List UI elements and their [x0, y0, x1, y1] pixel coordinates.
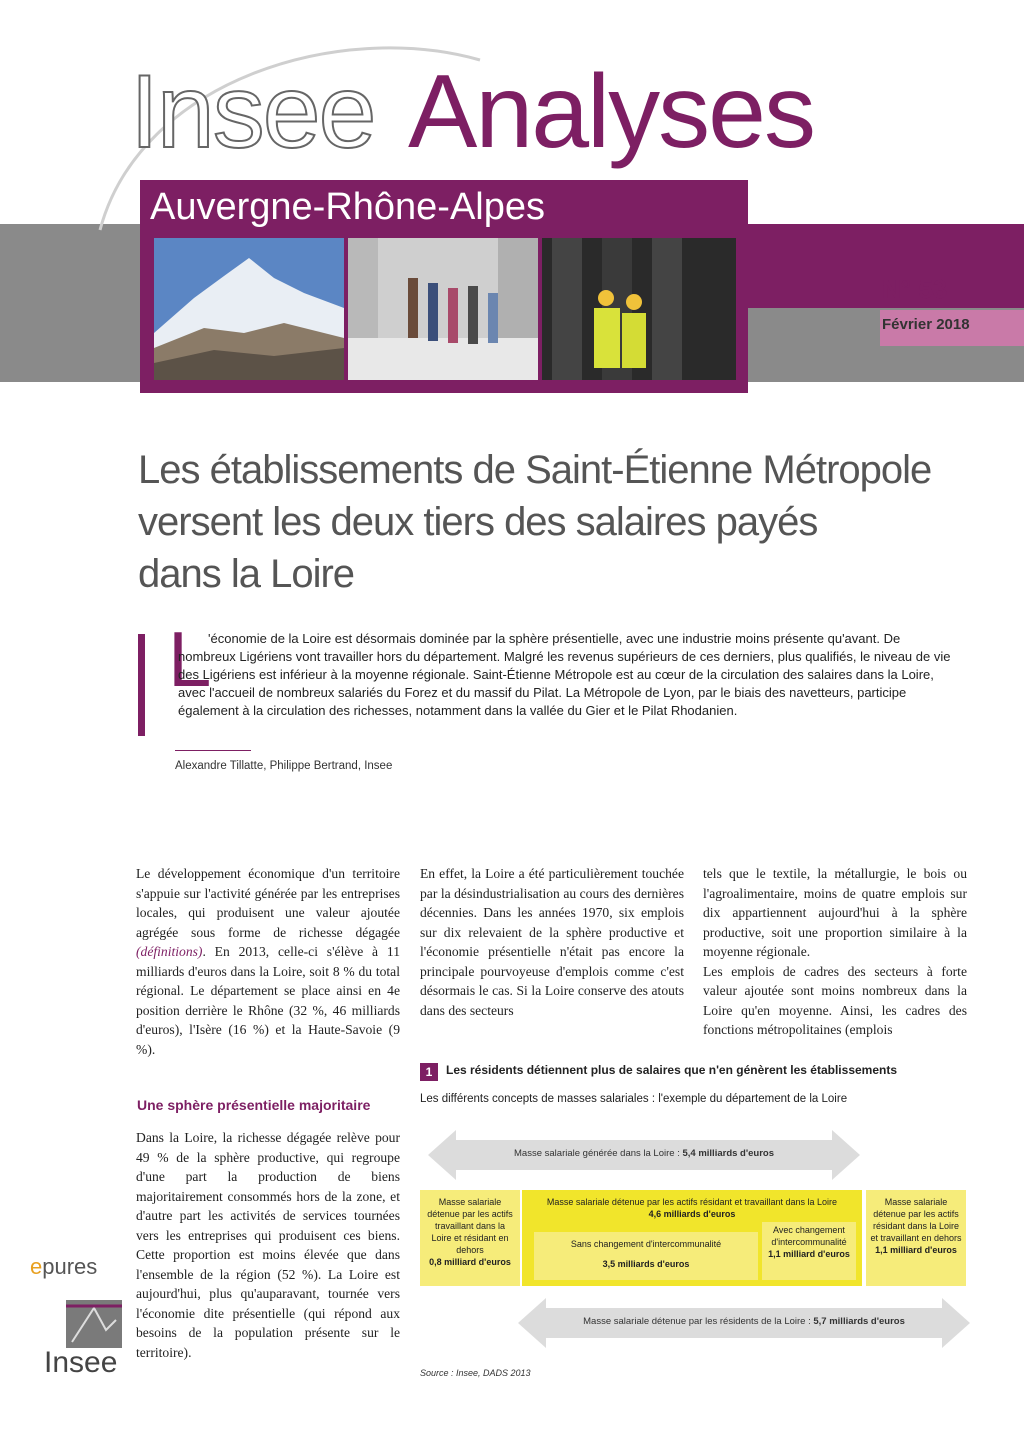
box-actifs-residents: Masse salariale détenue par les actifs résidant et travaillant dans la Loire 4,6 milliards d'euros: [522, 1190, 862, 1286]
col3-text-b: Les emplois de cadres des secteurs à forte valeur ajoutée sont moins nombreux dans la Loire qu'en moyenne. Ainsi, les cadres des fonctions métropolitaines (emplois: [703, 963, 967, 1037]
brand-insee: Insee: [130, 54, 375, 170]
title-line: versent les deux tiers des salaires payés: [138, 500, 818, 544]
figure-title: Les résidents détiennent plus de salaires que n'en génèrent les établissements: [446, 1063, 898, 1077]
box-sans-changement: Sans changement d'intercommunalité 3,5 milliards d'euros: [534, 1232, 758, 1280]
figure-number: 1: [420, 1063, 438, 1081]
arrow-generated-label: Masse salariale générée dans la Loire : 5,4 milliards d'euros: [514, 1148, 774, 1159]
epures-logo: epures: [30, 1254, 98, 1279]
figure-source: Source : Insee, DADS 2013: [420, 1368, 531, 1378]
column-2: [420, 864, 684, 1020]
title-line: Les établissements de Saint-Étienne Métropole: [138, 448, 932, 492]
column-3: [703, 864, 967, 1040]
definitions-link[interactable]: (définitions): [136, 944, 203, 959]
insee-logo: Insee: [44, 1346, 118, 1379]
box-residents-travaillant-dehors: Masse salariale détenue par les actifs résidant dans la Loire et travaillant en dehors 1,1 milliard d'euros: [866, 1190, 966, 1286]
col1-text-c: Dans la Loire, la richesse dégagée relève pour 49 % de la sphère productive, qui regroupe d'une part la production de biens majoritairement consommés hors de la zone, et d'autre part les activités de services tournées vers les entreprises qui produisent ces biens. Cette proportion est moins élevée que dans l'ensemble de la région (52 %). La Loire est aujourd'hui, plus qu'auparavant, tournée vers l'économie dite présentielle (qui répond aux besoins de la population présente sur le territoire).: [136, 1130, 400, 1360]
col3-text-a: tels que le textile, la métallurgie, le bois ou l'agroalimentaire, moins de quatre emplois sur dix appartiennent aujourd'hui à la sphère productive, soit une proportion similaire à la moyenne régionale.: [703, 866, 967, 959]
page-title: [138, 444, 978, 600]
arrow-detenue-label: Masse salariale détenue par les résidents de la Loire : 5,7 milliards d'euros: [583, 1316, 905, 1327]
issue-number: N° 53: [882, 274, 948, 304]
box-avec-changement: Avec changement d'intercommunalité 1,1 milliard d'euros: [762, 1222, 856, 1280]
column-1-section: [136, 1128, 400, 1362]
col2-text: En effet, la Loire a été particulièrement touchée par la désindustrialisation au cours des dernières décennies. Dans les années 1970, six emplois sur dix relevaient de la sphère productive et l'économie présentielle n'était pas encore la principale pourvoyeuse d'emplois comme c'est désormais le cas. Si la Loire conserve des atouts dans des secteurs: [420, 866, 684, 1018]
abstract-bar: [138, 634, 145, 736]
region-name: Auvergne-Rhône-Alpes: [150, 186, 546, 228]
col1-text-b: . En 2013, celle-ci s'élève à 11 milliards d'euros dans la Loire, soit 8 % du total régional. Le département se place ainsi en 4e position derrière le Rhône (32 %, 46 milliards d'euros), l'Isère (16 %) et la Haute-Savoie (9 %).: [136, 944, 400, 1057]
abstract-drop-cap: L: [168, 615, 212, 703]
col1-text-a: Le développement économique d'un territoire s'appuie sur l'activité générée par les entreprises locales, qui produisent une valeur ajoutée agrégée sous forme de richesse dégagée: [136, 866, 400, 940]
figure-subtitle: Les différents concepts de masses salariales : l'exemple du département de la Loire: [420, 1093, 848, 1105]
column-1-intro: [136, 864, 400, 1059]
section-subheading: Une sphère présentielle majoritaire: [137, 1097, 371, 1113]
abstract-text: 'économie de la Loire est désormais dominée par la sphère présentielle, avec une industrie moins présente qu'avant. De nombreux Ligériens vont travailler hors du département. Malgré les revenus supérieurs de ces derniers, plus qualifiés, le niveau de vie des Ligériens est inférieur à la moyenne régionale. Saint-Étienne Métropole est au cœur de la circulation des salaires dans la Loire, avec l'accueil de nombreux salariés du Forez et du massif du Pilat. La Métropole de Lyon, par le biais des navetteurs, participe également à la circulation des richesses, notamment dans la vallée du Gier et le Pilat Rhodanien.: [178, 631, 951, 718]
photo-people: [348, 238, 538, 380]
issue-date: Février 2018: [882, 316, 970, 333]
box-actifs-non-residents: Masse salariale détenue par les actifs travaillant dans la Loire et résidant en dehors 0,8 milliard d'euros: [420, 1190, 520, 1286]
authors: Alexandre Tillatte, Philippe Bertrand, Insee: [175, 760, 393, 772]
photo-mountain: [154, 238, 344, 380]
brand-analyses: Analyses: [408, 54, 814, 170]
photo-tyres: [542, 238, 736, 380]
insee-logo-mark: [66, 1300, 122, 1348]
title-line: dans la Loire: [138, 552, 355, 596]
authors-rule: [175, 750, 251, 751]
